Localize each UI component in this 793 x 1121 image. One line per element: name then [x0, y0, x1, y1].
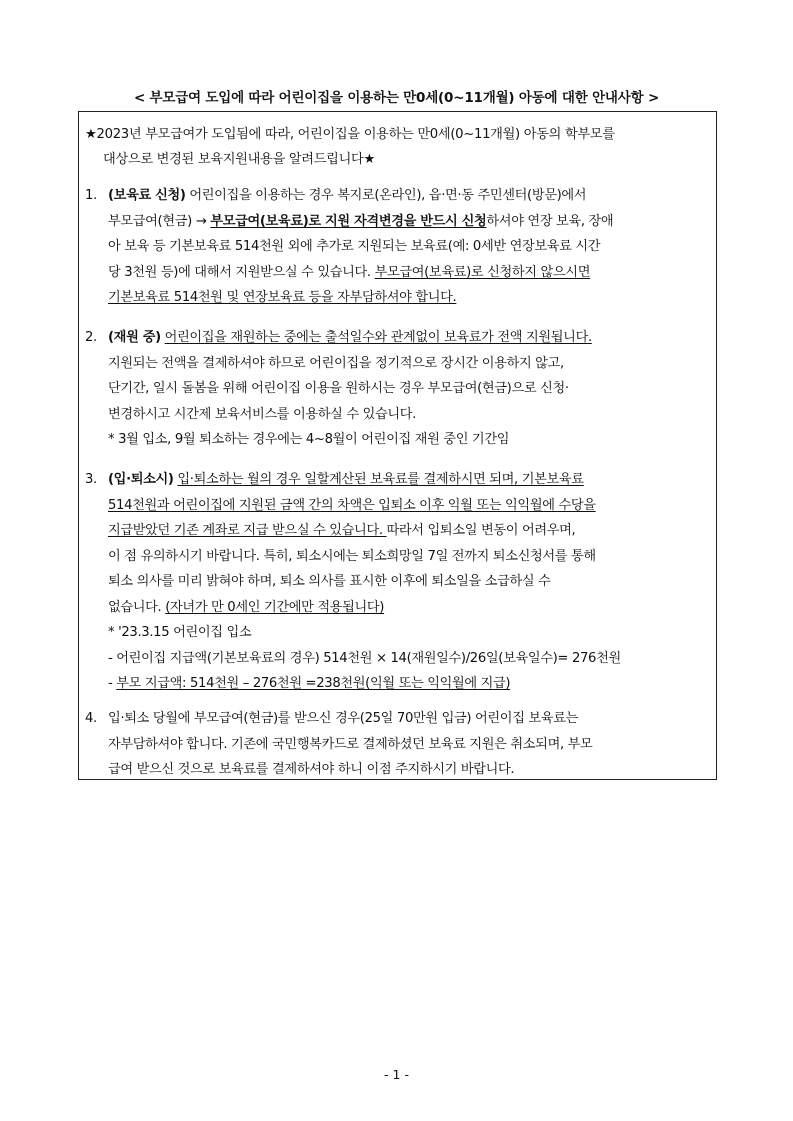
item-1-number: 1. — [85, 188, 97, 203]
item-1-heading: (보육료 신청) — [108, 188, 186, 203]
item-1-line-3: 아 보육 등 기본보육료 514천원 외에 추가로 지원되는 보육료(예: 0세반 연장보육료 시간 — [108, 239, 601, 254]
item-3-line-3-underlined: 지급받았던 기존 계좌로 지급 받으실 수 있습니다. — [108, 523, 387, 538]
item-1-line-4a: 당 3천원 등)에 대해서 지원받으실 수 있습니다. — [108, 264, 375, 280]
item-2-enrolled — [85, 325, 713, 453]
item-1-line-5-underlined: 기본보육료 514천원 및 연장보육료 등을 자부담하셔야 합니다. — [108, 290, 457, 305]
item-2-line-1-underlined: 어린이집을 재원하는 중에는 출석일수와 관계없이 보육료가 전액 지원됩니다. — [164, 330, 592, 345]
item-2-line-4: 변경하시고 시간제 보육서비스를 이용하실 수 있습니다. — [108, 406, 416, 422]
item-2-line-3: 단기간, 일시 돌봄을 위해 어린이집 이용을 원하시는 경우 부모급여(현금)으로 신청· — [108, 381, 569, 396]
item-1-line-2-emphasis: 부모급여(보육료)로 지원 자격변경을 반드시 신청 — [210, 213, 487, 229]
notice-box — [78, 111, 717, 780]
intro-paragraph — [85, 122, 711, 172]
item-1-line-2a: 부모급여(현금) → — [108, 213, 211, 229]
item-2-number: 2. — [85, 330, 97, 345]
item-3-line-6a: 없습니다. — [108, 599, 166, 615]
item-1-line-2c: 하셔야 연장 보육, 장애 — [486, 213, 614, 229]
item-3-line-3b: 따라서 입퇴소일 변동이 어려우며, — [386, 523, 576, 538]
item-1-fee-application — [85, 183, 713, 311]
document-title: < 부모급여 도입에 따라 어린이집을 이용하는 만0세(0~11개월) 아동에 대한 안내사항 > — [133, 90, 660, 106]
item-3-number: 3. — [85, 472, 97, 487]
item-2-note: * 3월 입소, 9월 퇴소하는 경우에는 4~8월이 어린이집 재원 중인 기간임 — [108, 432, 510, 447]
intro-line-1: ★2023년 부모급여가 도입됨에 따라, 어린이집을 이용하는 만0세(0~11개월) 아동의 학부모를 — [85, 127, 615, 142]
item-2-heading: (재원 중) — [108, 330, 161, 345]
item-3-example-heading: * '23.3.15 어린이집 입소 — [108, 625, 252, 640]
item-3-admission-discharge — [85, 467, 713, 697]
item-3-heading: (입·퇴소시) — [108, 472, 174, 487]
item-3-line-5: 퇴소 의사를 미리 밝혀야 하며, 퇴소 의사를 표시한 이후에 퇴소일을 소급하실 수 — [108, 574, 551, 589]
item-3-example-dash: - — [108, 676, 117, 691]
item-3-line-2-underlined: 514천원과 어린이집에 지원된 금액 간의 차액은 입퇴소 이후 익월 또는 익익월에 수당을 — [108, 497, 596, 513]
item-4-line-2: 자부담하셔야 합니다. 기존에 국민행복카드로 결제하셨던 보육료 지원은 취소되며, 부모 — [108, 736, 593, 752]
intro-line-2: 대상으로 변경된 보육지원내용을 알려드립니다★ — [103, 152, 375, 167]
item-4-line-3: 급여 받으신 것으로 보육료를 결제하셔야 하니 이점 주지하시기 바랍니다. — [108, 762, 515, 777]
item-1-line-4-underlined: 부모급여(보육료)로 신청하지 않으시면 — [374, 264, 591, 280]
item-3-line-1-underlined: 입·퇴소하는 월의 경우 일할계산된 보육료를 결제하시면 되며, 기본보육료 — [177, 472, 584, 487]
item-4-line-1: 입·퇴소 당월에 부모급여(현금)를 받으신 경우(25일 70만원 입금) 어린이집 보육료는 — [108, 711, 578, 726]
item-2-line-2: 지원되는 전액을 결제하셔야 하므로 어린이집을 정기적으로 장시간 이용하지 않고, — [108, 355, 564, 371]
item-3-line-4: 이 점 유의하시기 바랍니다. 특히, 퇴소시에는 퇴소희망일 7일 전까지 퇴소신청서를 통해 — [108, 548, 596, 564]
item-4-number: 4. — [85, 711, 97, 726]
page-number: - 1 - — [384, 1067, 409, 1082]
item-3-example-parent-amount: 부모 지급액: 514천원 – 276천원 =238천원(익월 또는 익익월에 지급) — [116, 676, 511, 691]
item-3-example-center-amount: - 어린이집 지급액(기본보육료의 경우) 514천원 × 14(재원일수)/26일(보육일수)= 276천원 — [108, 650, 621, 666]
item-4-cash-benefit — [85, 706, 713, 783]
item-3-line-6-underlined: (자녀가 만 0세인 기간에만 적용됩니다) — [165, 599, 385, 615]
item-1-line-1: 어린이집을 이용하는 경우 복지로(온라인), 읍·면·동 주민센터(방문)에서 — [185, 188, 587, 203]
